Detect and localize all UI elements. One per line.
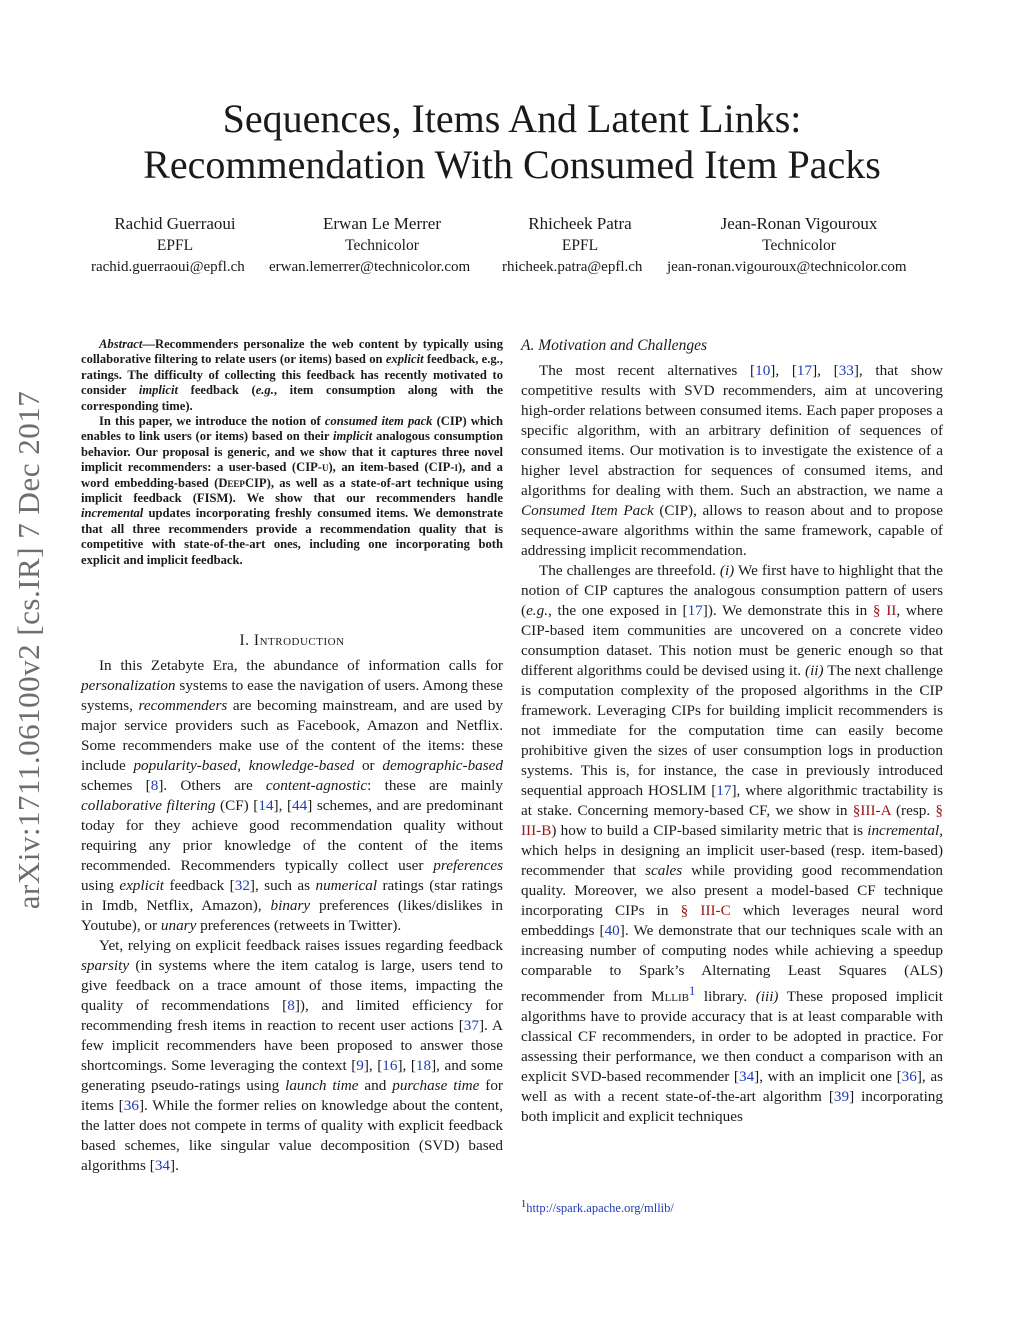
body-text: ].	[170, 1157, 179, 1174]
body-text: feedback [	[164, 877, 235, 894]
body-text: or	[354, 757, 383, 774]
abstract	[81, 337, 503, 568]
citation-link[interactable]: 36	[901, 1068, 917, 1086]
title-line-1: Sequences, Items And Latent Links:	[222, 96, 802, 141]
body-text: ] schemes, and are predominant today for they achieve good recommendation quality without requiring any prior knowledge of the content of the items recommended. Recommenders typically collect user	[81, 797, 503, 874]
body-text: In this Zetabyte Era, the abundance of information calls for	[99, 657, 503, 674]
citation-link[interactable]: 8	[150, 777, 159, 794]
body-text: ], such as	[249, 877, 316, 894]
abstract-smallcaps: Deep	[218, 475, 245, 490]
abstract-text: updates incorporating freshly consumed items. We demonstrate that all three recommenders provide a recommendation quality that is competitive with state-of-the-art ones, including one incorporating both explicit and implicit feedback.	[81, 506, 503, 567]
citation-link[interactable]: 9	[356, 1057, 364, 1074]
intro-paragraph-2	[81, 936, 503, 1176]
author-email[interactable]: rhicheek.patra@epfl.ch	[502, 259, 643, 275]
author-affiliation: EPFL	[156, 237, 194, 254]
emph-text: purchase time	[392, 1077, 480, 1094]
abstract-text: In this paper, we introduce the notion of	[99, 414, 325, 429]
body-text: preferences (likes/dislikes in Youtube), or	[81, 897, 503, 934]
abstract-text: feedback (	[178, 383, 256, 398]
title-line-2: Recommendation With Consumed Item Packs	[143, 142, 881, 187]
abstract-paragraph-2	[81, 414, 503, 568]
body-text: are becoming mainstream, and are used by major service providers such as Facebook, Amazon and Netflix. Some recommenders make use of the content of the items: these include	[81, 697, 503, 774]
emph-text: sparsity	[81, 957, 130, 974]
abstract-text: , item consumption along with the corresponding time).	[81, 383, 504, 413]
emph-text: Consumed Item Pack	[521, 502, 654, 519]
abstract-paragraph-1	[81, 337, 503, 414]
body-text: ]. Others are	[158, 777, 266, 794]
section-link[interactable]: § III-C	[680, 902, 731, 919]
body-text: while providing good recommendation quality. Moreover, we also present a model-based CF technique incorporating CIPs in	[521, 862, 944, 919]
body-text: The most recent alternatives [	[539, 362, 756, 379]
emph-text: preferences	[433, 857, 503, 874]
abstract-emph: explicit	[385, 352, 424, 367]
paper-title	[0, 96, 1024, 188]
citation-link[interactable]: 36	[123, 1097, 139, 1114]
section-title: Introduction	[253, 632, 345, 649]
body-text: ]), and limited efficiency for recommending fresh items in reaction to recent user actions [	[81, 997, 503, 1034]
emph-text: demographic-based	[382, 757, 504, 774]
body-text: The next challenge is computation complexity of the proposed algorithms in the CIP framework. Leveraging CIPs for building implicit recommenders is not immediate for the computation time can easily become prohibitive given the sizes of user consumption logs in production systems. This is, for instance, the case in previously introduced sequential approach HOSLIM [	[521, 662, 943, 799]
abstract-text: (CIP) which enables to link users (or items) based on their	[81, 414, 503, 444]
section-link[interactable]: § III-B	[521, 802, 943, 839]
body-text: These proposed implicit algorithms have to provide accuracy that is at least comparable with classical CF recommenders, in order to be adopted in practice. For assessing their performance, we then conduct a comparison with an explicit SVD-based recommender [	[521, 988, 943, 1086]
emph-text: recommenders	[138, 697, 228, 714]
body-text: ], as well as with a recent state-of-the-art algorithm [	[521, 1068, 943, 1106]
emph-text: personalization	[81, 677, 176, 694]
section-link[interactable]: §III-A	[852, 802, 891, 819]
emph-text: (i)	[719, 562, 735, 579]
body-text: ], [	[363, 1057, 383, 1074]
body-text: (in systems where the item catalog is large, users tend to give feedback on a trace amount of those items, impacting the quality of recommendations [	[81, 957, 503, 1014]
body-text: , where CIP-based item communities are uncovered on a concrete video consumption dataset. This notion must be generic enough so that different algorithms could be devised using it.	[521, 602, 943, 679]
arxiv-identifier-text: arXiv:1711.06100v2 [cs.IR] 7 Dec 2017	[11, 390, 46, 910]
subsection-heading-motivation: A. Motivation and Challenges	[521, 337, 707, 354]
citation-link[interactable]: 32	[234, 877, 250, 894]
emph-text: collaborative filtering	[81, 797, 216, 814]
body-text: ]. While the former relies on knowledge about the content, the latter does not compete in terms of quality with explicit feedback based schemes, like singular value decomposition (SVD) based algorithms [	[81, 1097, 503, 1174]
body-text: The challenges are threefold.	[539, 562, 720, 579]
emph-text: binary	[270, 897, 311, 914]
emph-text: numerical	[315, 877, 378, 894]
emph-text: content-agnostic	[265, 777, 368, 794]
right-column-body	[521, 361, 943, 1127]
body-text: ]. A few implicit recommenders have been proposed to answer those shortcomings. Some leveraging the context [	[81, 1017, 503, 1074]
author-affiliation: EPFL	[561, 237, 599, 254]
citation-link[interactable]: 44	[292, 797, 308, 814]
body-text: systems to ease the navigation of users. Among these systems,	[81, 677, 503, 714]
emph-text: incremental	[867, 822, 940, 839]
emph-text: (iii)	[755, 988, 779, 1006]
body-text: (CF) [	[215, 797, 259, 814]
emph-text: unary	[160, 917, 197, 934]
citation-link[interactable]: 18	[415, 1057, 432, 1074]
body-text: which leverages neural word embeddings [	[521, 902, 943, 939]
citation-link[interactable]: 17	[796, 362, 813, 379]
motivation-paragraph-1	[521, 361, 943, 561]
abstract-text: ), and a word embedding-based (	[81, 460, 503, 490]
footnote-url-link[interactable]: http://spark.apache.org/mllib/	[526, 1201, 674, 1216]
author-email[interactable]: erwan.lemerrer@technicolor.com	[269, 259, 471, 275]
author-affiliation: Technicolor	[762, 237, 836, 254]
citation-link[interactable]: 16	[382, 1057, 398, 1074]
smallcaps-text: Mllib	[651, 988, 690, 1006]
body-text: ], [	[812, 362, 839, 379]
body-text: , the one exposed in [	[548, 602, 688, 619]
abstract-text: CIP), as well as a state-of-art technique using implicit feedback (FISM). We show that our recommenders handle	[81, 475, 503, 506]
body-text: ) how to build a CIP-based similarity metric that is	[551, 822, 868, 839]
body-text: Yet, relying on explicit feedback raises issues regarding feedback	[99, 937, 503, 954]
citation-link[interactable]: 8	[287, 997, 295, 1014]
footnote	[521, 1197, 674, 1216]
abstract-emph: incremental	[81, 506, 144, 521]
abstract-label: Abstract	[99, 337, 143, 351]
abstract-text: —Recommenders personalize the web content by typically using collaborative filtering to relate users (or items) based on	[81, 337, 503, 367]
emph-text: e.g.	[526, 602, 548, 619]
citation-link[interactable]: 34	[738, 1068, 755, 1086]
left-column-body	[81, 656, 503, 1176]
citation-link[interactable]: 34	[154, 1157, 171, 1174]
abstract-text: analogous consumption behavior. Our proposal is generic, and we show that it captures three novel implicit recommenders: a user-based (CIP-	[81, 429, 503, 475]
section-heading-introduction	[81, 631, 503, 651]
body-text: preferences (retweets in Twitter).	[196, 917, 402, 934]
body-text: ,	[237, 757, 249, 774]
citation-link[interactable]: 39	[833, 1088, 850, 1106]
emph-text: explicit	[119, 877, 165, 894]
body-text: : these are mainly	[367, 777, 503, 794]
citation-link[interactable]: 10	[755, 362, 771, 379]
body-text: ratings (star ratings in Imdb, Netflix, Amazon),	[81, 877, 503, 914]
citation-link[interactable]: 17	[716, 782, 732, 799]
emph-text: knowledge-based	[248, 757, 355, 774]
abstract-smallcaps: u	[321, 460, 329, 475]
body-text: ], that show competitive results with SVD recommenders, aim at uncovering high-order relations between consumed items. Each paper proposes a specific algorithm, with an arbitrary definition of sequences of consumed items. Our motivation is to investigate the existence of a higher level abstraction for sequences of consumed items, and algorithms for dealing with them. Such an abstraction, we name a	[521, 362, 943, 499]
abstract-text: feedback, e.g., ratings. The difficulty of collecting this feedback has recently motivated to consider	[81, 352, 503, 398]
body-text: ]. We demonstrate that our techniques scale with an increasing number of computing nodes while achieving a speedup comparable to Spark’s Alternating Least Squares (ALS) recommender from	[521, 922, 943, 1006]
emph-text: scales	[645, 862, 683, 879]
body-text: ], [	[770, 362, 797, 379]
arxiv-identifier	[4, 370, 54, 930]
emph-text: popularity-based	[133, 757, 238, 774]
author-name: Jean-Ronan Vigouroux	[720, 214, 878, 233]
body-text: ]). We demonstrate this in	[702, 602, 873, 619]
footnote-number: 1	[521, 1199, 527, 1210]
author-name: Rhicheek Patra	[528, 214, 632, 233]
author-affiliation: Technicolor	[345, 237, 419, 254]
body-text: ], and some generating pseudo-ratings using	[81, 1057, 503, 1094]
intro-paragraph-1	[81, 656, 503, 936]
body-text: ], with an implicit one [	[754, 1068, 902, 1086]
body-text: , which helps in designing an implicit user-based (resp. item-based) recommender that	[521, 822, 943, 879]
body-text: We first have to highlight that the notion of CIP captures the analogous consumption pattern of users (	[521, 562, 943, 619]
footnote-marker-link[interactable]: 1	[689, 984, 696, 998]
citation-link[interactable]: 17	[687, 602, 703, 619]
body-text: ], [	[273, 797, 293, 814]
abstract-smallcaps: i	[454, 460, 459, 475]
author-name: Erwan Le Merrer	[323, 214, 441, 233]
abstract-emph: implicit	[138, 383, 179, 398]
body-text: ], where algorithmic tractability is at stake. Concerning memory-based CF, we show in	[521, 782, 943, 819]
body-text: ] incorporating both implicit and explicit techniques	[521, 1088, 943, 1126]
citation-link[interactable]: 37	[463, 1017, 479, 1034]
citation-link[interactable]: 14	[258, 797, 274, 814]
citation-link[interactable]: 33	[838, 362, 854, 379]
body-text: for items [	[81, 1077, 503, 1114]
motivation-paragraph-2	[521, 561, 943, 1127]
abstract-emph: e.g.	[255, 383, 274, 398]
section-link[interactable]: § II	[872, 602, 897, 619]
abstract-emph: consumed item pack	[324, 414, 433, 429]
body-text: using	[81, 877, 120, 894]
body-text: schemes [	[81, 777, 151, 794]
body-text: and	[358, 1077, 393, 1094]
author-email[interactable]: jean-ronan.vigouroux@technicolor.com	[667, 259, 907, 275]
abstract-text: ), an item-based (CIP-	[328, 460, 455, 475]
emph-text: (ii)	[805, 662, 824, 679]
author-email[interactable]: rachid.guerraoui@epfl.ch	[91, 259, 245, 275]
emph-text: launch time	[285, 1077, 359, 1094]
abstract-emph: implicit	[333, 429, 373, 444]
body-text: ], [	[397, 1057, 416, 1074]
author-name: Rachid Guerraoui	[114, 214, 236, 233]
section-number: I.	[239, 632, 254, 649]
body-text: (resp.	[890, 802, 936, 819]
body-text: (CIP), allows to reason about and to propose sequence-aware algorithms within the same framework, capable of addressing implicit recommendation.	[521, 502, 944, 559]
citation-link[interactable]: 40	[604, 922, 620, 939]
body-text: library.	[695, 988, 756, 1006]
